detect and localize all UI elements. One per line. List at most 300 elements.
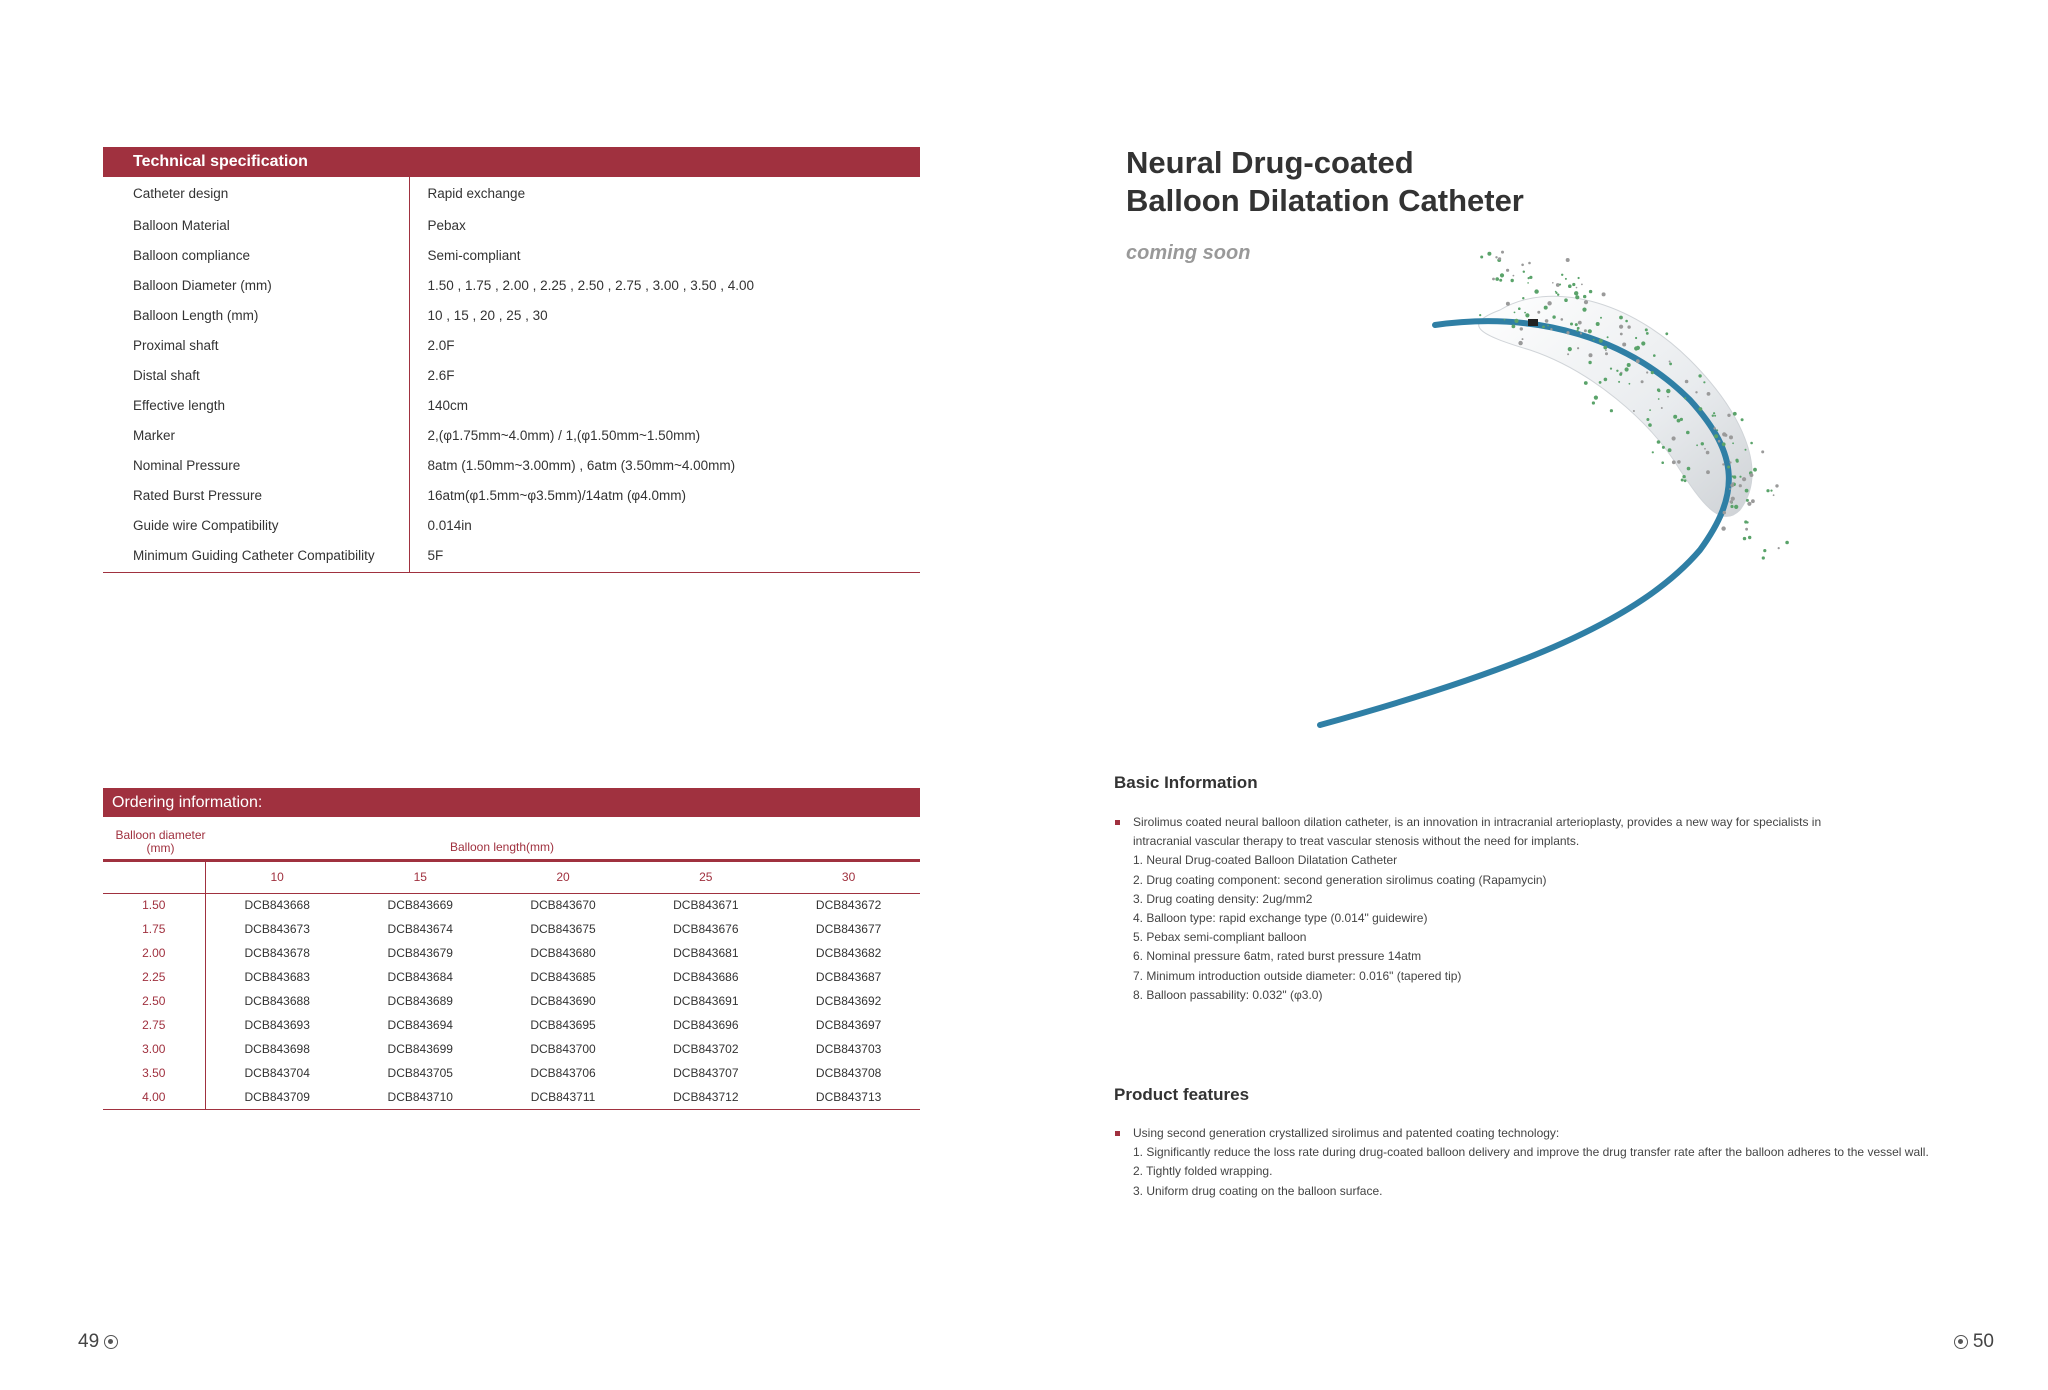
coating-particle (1662, 446, 1665, 449)
coating-particle (1610, 409, 1613, 412)
ordering-information (103, 788, 920, 1110)
coating-particle (1619, 325, 1623, 329)
spec-value: 5F (427, 548, 444, 564)
coating-particle (1686, 431, 1690, 435)
feature-item: 2. Tightly folded wrapping. (1133, 1164, 1273, 1179)
spec-value: 8atm (1.50mm~3.00mm) , 6atm (3.50mm~4.00mm) (427, 457, 736, 473)
coating-particle (1712, 415, 1714, 417)
product-code-cell: DCB843706 (530, 1066, 596, 1080)
diameter-cell: 2.75 (103, 1013, 205, 1037)
circle-dot-icon (1954, 1335, 1968, 1349)
diameter-label-line1: Balloon diameter (115, 828, 206, 842)
coating-particle (1714, 415, 1716, 417)
product-code-cell: DCB843694 (387, 1018, 453, 1032)
order-row (103, 1013, 920, 1037)
coating-particle (1733, 412, 1737, 416)
order-table-header (103, 817, 920, 862)
length-header-row (103, 862, 920, 893)
coating-particle (1565, 278, 1567, 280)
coating-particle (1729, 461, 1731, 463)
product-code-cell: DCB843697 (815, 1018, 882, 1032)
coating-particle (1501, 251, 1504, 254)
product-code-cell: DCB843693 (244, 1018, 310, 1032)
coating-particle (1599, 339, 1603, 343)
coating-particle (1495, 277, 1499, 281)
coating-particle (1511, 279, 1514, 282)
coating-particle (1723, 511, 1726, 514)
coating-particle (1581, 284, 1583, 286)
coating-particle (1542, 326, 1545, 329)
product-code-cell: DCB843676 (673, 922, 739, 936)
order-row (103, 1085, 920, 1109)
spec-value: 1.50 , 1.75 , 2.00 , 2.25 , 2.50 , 2.75 , 3.00 , 3.50 , 4.00 (427, 277, 754, 293)
coating-particle (1744, 520, 1747, 523)
coating-particle (1589, 353, 1593, 357)
coating-particle (1527, 282, 1529, 284)
coating-particle (1653, 354, 1656, 357)
basic-info-item: 3. Drug coating density: 2ug/mm2 (1133, 891, 1313, 906)
coating-particle (1718, 440, 1721, 443)
product-code-cell: DCB843686 (673, 970, 739, 984)
spec-row (103, 420, 920, 450)
coating-particle (1625, 320, 1628, 323)
coating-particle (1722, 432, 1726, 436)
coating-particle (1636, 346, 1640, 350)
spec-key: Distal shaft (103, 360, 409, 390)
coating-particle (1596, 322, 1600, 326)
coating-particle (1762, 556, 1765, 559)
coating-particle (1696, 444, 1698, 446)
coating-particle (1575, 295, 1579, 299)
coating-particle (1556, 283, 1560, 287)
coating-particle (1578, 277, 1580, 279)
product-code-cell: DCB843687 (815, 970, 882, 984)
spec-value: Semi-compliant (427, 247, 521, 263)
coating-particle (1641, 341, 1645, 345)
coating-particle (1622, 343, 1626, 347)
product-code-cell: DCB843705 (387, 1066, 453, 1080)
diameter-cell: 1.75 (103, 917, 205, 941)
coating-particle (1577, 327, 1580, 330)
coating-particle (1528, 262, 1531, 265)
coating-particle (1680, 418, 1683, 421)
product-title-line1: Neural Drug-coated (1126, 145, 1414, 180)
coating-particle (1667, 396, 1669, 398)
coating-particle (1629, 383, 1631, 385)
features-lead-bullet: Using second generation crystallized sirolimus and patented coating technology: (1114, 1124, 1974, 1143)
product-code-cell: DCB843675 (530, 922, 596, 936)
coating-particle (1722, 463, 1724, 465)
length-header-cell: 20 (492, 862, 635, 893)
coating-particle (1750, 442, 1753, 445)
coating-particle (1657, 440, 1661, 444)
spec-value: 2,(φ1.75mm~4.0mm) / 1,(φ1.50mm~1.50mm) (427, 427, 701, 443)
product-code-cell: DCB843704 (244, 1066, 310, 1080)
coating-particle (1685, 380, 1689, 384)
product-code-cell: DCB843677 (815, 922, 882, 936)
coating-particle (1547, 325, 1549, 327)
product-features-list (1114, 1124, 1974, 1201)
spec-key: Guide wire Compatibility (103, 510, 409, 540)
product-code-cell: DCB843683 (244, 970, 310, 984)
product-code-cell: DCB843700 (530, 1042, 596, 1056)
basic-info-item: 8. Balloon passability: 0.032" (φ3.0) (1133, 987, 1323, 1002)
coating-particle (1734, 505, 1738, 509)
coating-particle (1513, 275, 1515, 277)
coating-particle (1600, 317, 1602, 319)
coating-particle (1669, 361, 1671, 363)
diameter-cell: 2.50 (103, 989, 205, 1013)
spec-row (103, 330, 920, 360)
spec-value: Pebax (427, 217, 466, 233)
product-code-cell: DCB843710 (387, 1089, 453, 1104)
coating-particle (1661, 461, 1664, 464)
coating-particle (1618, 381, 1620, 383)
product-code-cell: DCB843690 (530, 994, 596, 1008)
coating-particle (1559, 284, 1561, 286)
product-code-cell: DCB843673 (244, 922, 310, 936)
coating-particle (1518, 307, 1521, 310)
coating-particle (1534, 289, 1538, 293)
coating-particle (1572, 283, 1575, 286)
coating-particle (1684, 397, 1686, 399)
product-code-cell: DCB843713 (815, 1089, 882, 1104)
catheter-shaft (1320, 321, 1729, 725)
coating-particle (1619, 373, 1622, 376)
product-code-cell: DCB843680 (530, 946, 596, 960)
diameter-cell: 2.25 (103, 965, 205, 989)
product-code-cell: DCB843698 (244, 1042, 310, 1056)
product-code-cell: DCB843702 (673, 1042, 739, 1056)
coating-particle (1785, 541, 1789, 545)
basic-information-heading: Basic Information (1114, 773, 1258, 792)
coating-particle (1498, 257, 1501, 260)
coating-particle (1658, 389, 1661, 392)
coating-particle (1713, 412, 1715, 414)
coating-particle (1522, 338, 1524, 340)
spec-key: Marker (103, 420, 409, 450)
spec-heading: Technical specification (103, 147, 920, 177)
coating-particle (1736, 460, 1739, 463)
coating-particle (1500, 273, 1504, 277)
coating-particle (1594, 396, 1598, 400)
coating-particle (1732, 482, 1734, 484)
marker-band (1528, 319, 1538, 326)
catheter-balloon-icon (1300, 250, 1820, 730)
coating-particle (1636, 359, 1640, 363)
coating-particle (1729, 488, 1731, 490)
coating-particle (1487, 252, 1491, 256)
coating-particle (1673, 415, 1677, 419)
order-heading: Ordering information: (103, 788, 920, 817)
coating-particle (1607, 336, 1609, 338)
coating-particle (1684, 479, 1687, 482)
coating-particle (1495, 256, 1497, 258)
page-number-right (1954, 1331, 1994, 1353)
coating-particle (1750, 473, 1754, 477)
coating-particle (1576, 287, 1578, 289)
coating-particle (1599, 381, 1602, 384)
coating-particle (1652, 451, 1654, 453)
coating-particle (1545, 319, 1549, 323)
product-code-cell: DCB843682 (815, 946, 882, 960)
coating-particle (1745, 528, 1748, 531)
page-number-left-text: 49 (78, 1331, 100, 1352)
spec-row (103, 177, 920, 210)
product-code-cell: DCB843708 (815, 1066, 882, 1080)
spec-value: Rapid exchange (427, 186, 526, 201)
product-code-cell: DCB843669 (387, 898, 453, 913)
product-code-cell: DCB843685 (530, 970, 596, 984)
coating-particle (1561, 274, 1563, 276)
coating-particle (1522, 297, 1524, 299)
order-row (103, 1061, 920, 1085)
diameter-header-cell (103, 862, 205, 893)
coating-particle (1544, 306, 1548, 310)
coating-particle (1620, 333, 1623, 336)
coating-particle (1552, 282, 1554, 284)
length-header-cell: 10 (205, 862, 349, 893)
coating-particle (1506, 302, 1510, 306)
spec-key: Balloon Material (103, 210, 409, 240)
coating-particle (1537, 311, 1540, 314)
coating-particle (1672, 436, 1676, 440)
page-number-right-text: 50 (1972, 1331, 1994, 1352)
coating-particle (1649, 409, 1651, 411)
order-row (103, 989, 920, 1013)
coating-particle (1742, 477, 1746, 481)
coating-particle (1677, 460, 1681, 464)
basic-lead-line1: Sirolimus coated neural balloon dilation catheter, is an innovation in intracranial arterioplasty, provides a new way for specialists in (1133, 815, 1822, 829)
order-table (103, 862, 920, 1110)
spec-key: Proximal shaft (103, 330, 409, 360)
length-label: Balloon length(mm) (449, 840, 555, 854)
coating-particle (1716, 429, 1718, 431)
product-title (1126, 144, 1524, 220)
coating-particle (1730, 505, 1733, 508)
coating-particle (1584, 300, 1588, 304)
coating-particle (1568, 284, 1572, 288)
basic-info-item: 7. Minimum introduction outside diameter: 0.016" (tapered tip) (1133, 968, 1462, 983)
coating-particle (1480, 256, 1483, 259)
product-code-cell: DCB843681 (673, 946, 739, 960)
product-code-cell: DCB843712 (673, 1089, 739, 1104)
product-code-cell: DCB843709 (244, 1089, 310, 1104)
spec-value: 2.0F (427, 337, 455, 353)
coating-particle (1699, 407, 1703, 411)
coating-particle (1616, 370, 1618, 372)
circle-dot-icon (104, 1335, 118, 1349)
coating-particle (1727, 414, 1730, 417)
product-code-cell: DCB843696 (673, 1018, 739, 1032)
diameter-cell: 4.00 (103, 1085, 205, 1109)
basic-info-item: 6. Nominal pressure 6atm, rated burst pressure 14atm (1133, 949, 1422, 964)
order-row (103, 917, 920, 941)
coating-particle (1603, 346, 1607, 350)
spec-row (103, 450, 920, 480)
spec-row (103, 480, 920, 510)
spec-table (103, 177, 920, 573)
coating-particle (1732, 442, 1734, 444)
coating-particle (1701, 442, 1704, 445)
coating-particle (1479, 314, 1481, 316)
spec-key: Balloon Length (mm) (103, 300, 409, 330)
basic-info-item: 5. Pebax semi-compliant balloon (1133, 930, 1307, 945)
page-number-left (78, 1331, 118, 1353)
coating-particle (1589, 290, 1592, 293)
coating-particle (1704, 448, 1706, 450)
spec-row (103, 210, 920, 240)
coating-particle (1568, 347, 1572, 351)
coating-particle (1520, 327, 1523, 330)
product-code-cell: DCB843703 (815, 1042, 882, 1056)
length-header-cell: 30 (777, 862, 920, 893)
coating-particle (1529, 276, 1532, 279)
product-code-cell: DCB843707 (673, 1066, 739, 1080)
basic-info-item: 1. Neural Drug-coated Balloon Dilatation Catheter (1133, 853, 1398, 868)
coating-particle (1773, 494, 1775, 496)
product-code-cell: DCB843671 (673, 898, 739, 913)
coating-particle (1672, 460, 1676, 464)
product-code-cell: DCB843691 (673, 994, 739, 1008)
order-row (103, 893, 920, 917)
spec-row (103, 510, 920, 540)
coating-particle (1577, 347, 1579, 349)
coating-particle (1604, 378, 1608, 382)
coating-particle (1625, 367, 1629, 371)
coating-particle (1732, 475, 1734, 477)
coating-particle (1492, 278, 1495, 281)
coating-particle (1682, 475, 1685, 478)
coating-particle (1706, 451, 1710, 455)
order-row (103, 1037, 920, 1061)
coating-particle (1778, 547, 1780, 549)
coating-particle (1566, 331, 1569, 334)
coating-particle (1627, 363, 1631, 367)
coating-particle (1761, 450, 1764, 453)
coating-particle (1592, 401, 1595, 404)
coating-particle (1523, 271, 1525, 273)
coating-particle (1727, 466, 1730, 469)
basic-lead-line2: intracranial vascular therapy to treat vascular stenosis without the need for implants. (1133, 834, 1580, 849)
coating-particle (1566, 258, 1570, 262)
diameter-label-line2: (mm) (146, 841, 175, 855)
coating-particle (1578, 321, 1582, 325)
coating-particle (1588, 361, 1591, 364)
coating-particle (1552, 315, 1555, 318)
coating-particle (1665, 332, 1668, 335)
product-features-heading: Product features (1114, 1085, 1250, 1104)
coating-particle (1766, 489, 1769, 492)
coating-particle (1703, 381, 1705, 383)
coating-particle (1645, 328, 1648, 331)
coating-particle (1504, 319, 1506, 321)
spec-value: 2.6F (427, 367, 455, 383)
coating-particle (1633, 410, 1635, 412)
coating-particle (1729, 435, 1733, 439)
coating-particle (1753, 468, 1757, 472)
coating-particle (1721, 526, 1725, 530)
spec-key: Rated Burst Pressure (103, 480, 409, 510)
coating-particle (1525, 313, 1529, 317)
spec-row (103, 270, 920, 300)
product-code-cell: DCB843674 (387, 922, 453, 936)
coating-particle (1561, 318, 1564, 321)
coating-particle (1514, 319, 1518, 323)
coating-particle (1576, 330, 1578, 332)
coating-particle (1528, 277, 1530, 279)
diameter-cell: 3.00 (103, 1037, 205, 1061)
coating-particle (1605, 352, 1608, 355)
coating-particle (1521, 264, 1524, 267)
coating-particle (1763, 549, 1766, 552)
coating-particle (1706, 470, 1710, 474)
coating-particle (1584, 329, 1587, 332)
spec-row (103, 360, 920, 390)
spec-key: Effective length (103, 390, 409, 420)
coating-particle (1669, 363, 1672, 366)
coating-particle (1646, 371, 1648, 373)
coating-particle (1583, 295, 1586, 298)
spec-row (103, 390, 920, 420)
order-row (103, 941, 920, 965)
coating-particle (1564, 298, 1568, 302)
spec-key: Balloon compliance (103, 240, 409, 270)
spec-row (103, 540, 920, 572)
spec-key: Nominal Pressure (103, 450, 409, 480)
coating-particle (1646, 418, 1649, 421)
coating-particle (1687, 467, 1691, 471)
coating-particle (1512, 325, 1516, 329)
product-code-cell: DCB843692 (815, 994, 882, 1008)
coating-particle (1605, 349, 1607, 351)
coating-particle (1739, 484, 1742, 487)
spec-value: 0.014in (427, 517, 472, 533)
product-code-cell: DCB843695 (530, 1018, 596, 1032)
coating-particle (1743, 537, 1746, 540)
spec-row (103, 300, 920, 330)
coating-particle (1593, 339, 1595, 341)
coating-particle (1641, 380, 1644, 383)
coating-particle (1661, 407, 1663, 409)
coating-particle (1547, 301, 1551, 305)
spec-key: Minimum Guiding Catheter Compatibility (103, 540, 409, 572)
order-row (103, 965, 920, 989)
spec-value: 16atm(φ1.5mm~φ3.5mm)/14atm (φ4.0mm) (427, 487, 686, 503)
coating-particle (1567, 353, 1569, 355)
spec-row (103, 240, 920, 270)
diameter-cell: 3.50 (103, 1061, 205, 1085)
coating-particle (1695, 391, 1697, 393)
coating-particle (1707, 392, 1711, 396)
product-status: coming soon (1126, 242, 1251, 264)
coating-particle (1668, 448, 1672, 452)
coating-particle (1584, 381, 1588, 385)
basic-lead-bullet (1114, 813, 1874, 851)
diameter-cell: 1.50 (103, 893, 205, 917)
coating-particle (1775, 484, 1778, 487)
coating-particle (1574, 291, 1578, 295)
coating-particle (1770, 490, 1772, 492)
coating-particle (1610, 368, 1612, 370)
coating-particle (1602, 292, 1606, 296)
coating-particle (1619, 316, 1623, 320)
coating-particle (1745, 489, 1749, 493)
diameter-cell: 2.00 (103, 941, 205, 965)
product-code-cell: DCB843678 (244, 946, 310, 960)
coating-particle (1741, 418, 1744, 421)
coating-particle (1499, 279, 1502, 282)
